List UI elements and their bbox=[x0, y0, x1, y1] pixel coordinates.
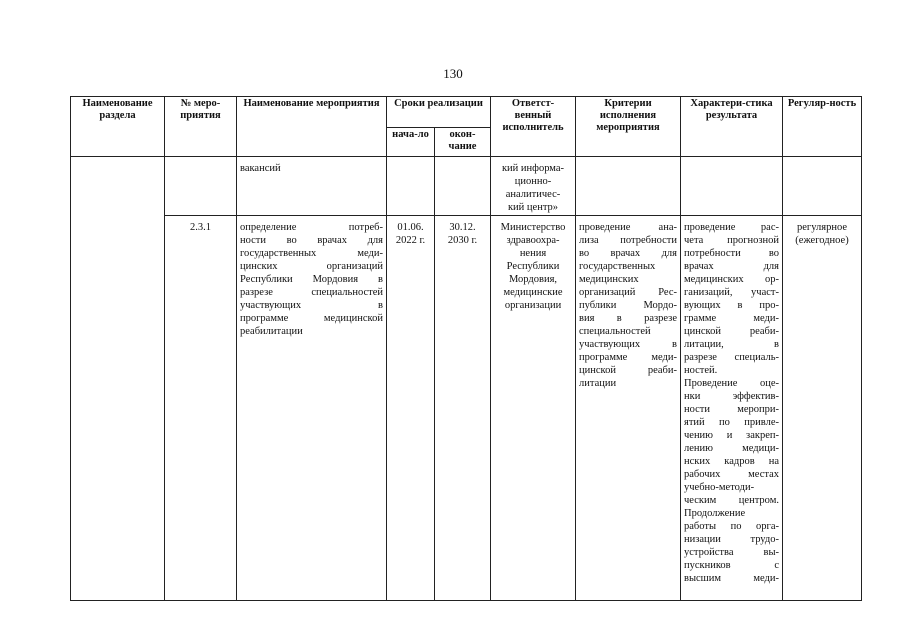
text-line: государственных bbox=[579, 261, 656, 272]
start-cell bbox=[387, 216, 435, 601]
text-line: здравоохра- bbox=[506, 235, 560, 246]
text-line: ностей. bbox=[684, 365, 718, 376]
text-line: кий информа- bbox=[501, 163, 565, 174]
header-event-number: № меро-приятия bbox=[165, 97, 237, 157]
text-line: учебно-методи- bbox=[684, 482, 755, 493]
text-line: литации bbox=[579, 378, 617, 389]
text-line: цинской реаби- bbox=[579, 365, 677, 376]
section-cell bbox=[71, 157, 165, 601]
text-line: грамме меди- bbox=[684, 313, 779, 324]
text-line: нки эффектив- bbox=[684, 391, 779, 402]
text-line: проведение ана- bbox=[579, 222, 677, 233]
text-line: реабилитации bbox=[240, 326, 303, 337]
text-line: пускников с bbox=[684, 560, 779, 571]
text-line: ческим центром. bbox=[684, 495, 779, 506]
table-row bbox=[71, 216, 862, 601]
text-line: цинской реаби- bbox=[684, 326, 779, 337]
text-line: литации, в bbox=[684, 339, 779, 350]
header-terms: Сроки реализации bbox=[387, 97, 491, 128]
text-line: (ежегодное) bbox=[795, 235, 849, 246]
text-line: вующих в про- bbox=[684, 300, 779, 311]
text-line: Министерство bbox=[500, 222, 566, 233]
text-line: ности во врачах для bbox=[240, 235, 383, 246]
text-line: Мордовия, bbox=[508, 274, 558, 285]
text-line: ятий по привле- bbox=[684, 417, 779, 428]
text-line: организации bbox=[504, 300, 562, 311]
text-line: медицинские bbox=[503, 287, 563, 298]
number-cell: 2.3.1 bbox=[165, 216, 237, 601]
text-line: Республики Мордовия в bbox=[240, 274, 383, 285]
text-line: регулярное bbox=[797, 222, 847, 233]
regularity-cell bbox=[783, 157, 862, 216]
text-line: Республики bbox=[506, 261, 560, 272]
result-cell bbox=[681, 216, 783, 601]
text-line: нских кадров на bbox=[684, 456, 779, 467]
text-line: медицинских bbox=[579, 274, 639, 285]
header-result: Характери-стика результата bbox=[681, 97, 783, 157]
text-line: высшим меди- bbox=[684, 573, 779, 584]
text-line: программе меди- bbox=[579, 352, 677, 363]
text-line: участвующих в bbox=[579, 339, 677, 350]
header-event-name: Наименование мероприятия bbox=[237, 97, 387, 157]
text-line: работы по орга- bbox=[684, 521, 779, 532]
number-cell bbox=[165, 157, 237, 216]
text-line: организаций Рес- bbox=[579, 287, 677, 298]
text-line: лению медици- bbox=[684, 443, 779, 454]
result-cell bbox=[681, 157, 783, 216]
text-line: разрезе специаль- bbox=[684, 352, 779, 363]
text-line: аналитичес- bbox=[505, 189, 561, 200]
end-cell bbox=[435, 157, 491, 216]
text-line: 2022 г. bbox=[395, 235, 426, 246]
text-line: участвующих в bbox=[240, 300, 383, 311]
text-line: потребности во bbox=[684, 248, 779, 259]
responsible-cell bbox=[491, 216, 576, 601]
text-line: 30.12. bbox=[449, 222, 476, 233]
header-responsible: Ответст-венный исполнитель bbox=[491, 97, 576, 157]
text-line: государственных меди- bbox=[240, 248, 383, 259]
text-line: 01.06. bbox=[397, 222, 424, 233]
page-number: 130 bbox=[443, 66, 463, 81]
text-line: цинских организаций bbox=[240, 261, 383, 272]
text-line: чета прогнозной bbox=[684, 235, 779, 246]
text-line: разрезе специальностей bbox=[240, 287, 383, 298]
text-line: медицинских ор- bbox=[684, 274, 779, 285]
text-line: Продолжение bbox=[684, 508, 746, 519]
header-section-name: Наименование раздела bbox=[71, 97, 165, 157]
text-line: программе медицинской bbox=[240, 313, 383, 324]
header-criteria: Критерии исполнения мероприятия bbox=[576, 97, 681, 157]
criteria-cell bbox=[576, 157, 681, 216]
text-line: ганизаций, участ- bbox=[684, 287, 779, 298]
text-line: чению и закреп- bbox=[684, 430, 779, 441]
header-regularity: Регуляр-ность bbox=[783, 97, 862, 157]
start-cell bbox=[387, 157, 435, 216]
events-table bbox=[70, 96, 862, 601]
text-line: рабочих местах bbox=[684, 469, 779, 480]
criteria-cell bbox=[576, 216, 681, 601]
text-line: устройства вы- bbox=[684, 547, 779, 558]
text-line: ционно- bbox=[514, 176, 552, 187]
text-line: лиза потребности bbox=[579, 235, 677, 246]
responsible-cell bbox=[491, 157, 576, 216]
text-line: публики Мордо- bbox=[579, 300, 677, 311]
text-line: специальностей bbox=[579, 326, 651, 337]
text-line: Проведение оце- bbox=[684, 378, 779, 389]
text-line: ности меропри- bbox=[684, 404, 779, 415]
name-cell bbox=[237, 157, 387, 216]
regularity-cell bbox=[783, 216, 862, 601]
name-cell bbox=[237, 216, 387, 601]
text-line: нения bbox=[519, 248, 547, 259]
header-term-end: окон-чание bbox=[435, 128, 491, 157]
text-line: кий центр» bbox=[507, 202, 559, 213]
text-line: низации трудо- bbox=[684, 534, 779, 545]
header-term-start: нача-ло bbox=[387, 128, 435, 157]
text-line: во врачах для bbox=[579, 248, 677, 259]
text-line: вия в разрезе bbox=[579, 313, 677, 324]
end-cell bbox=[435, 216, 491, 601]
text-line: определение потреб- bbox=[240, 222, 383, 233]
text-line: вакансий bbox=[240, 163, 281, 174]
text-line: врачах для bbox=[684, 261, 779, 272]
text-line: 2030 г. bbox=[447, 235, 478, 246]
text-line: проведение рас- bbox=[684, 222, 779, 233]
table-row bbox=[71, 157, 862, 216]
